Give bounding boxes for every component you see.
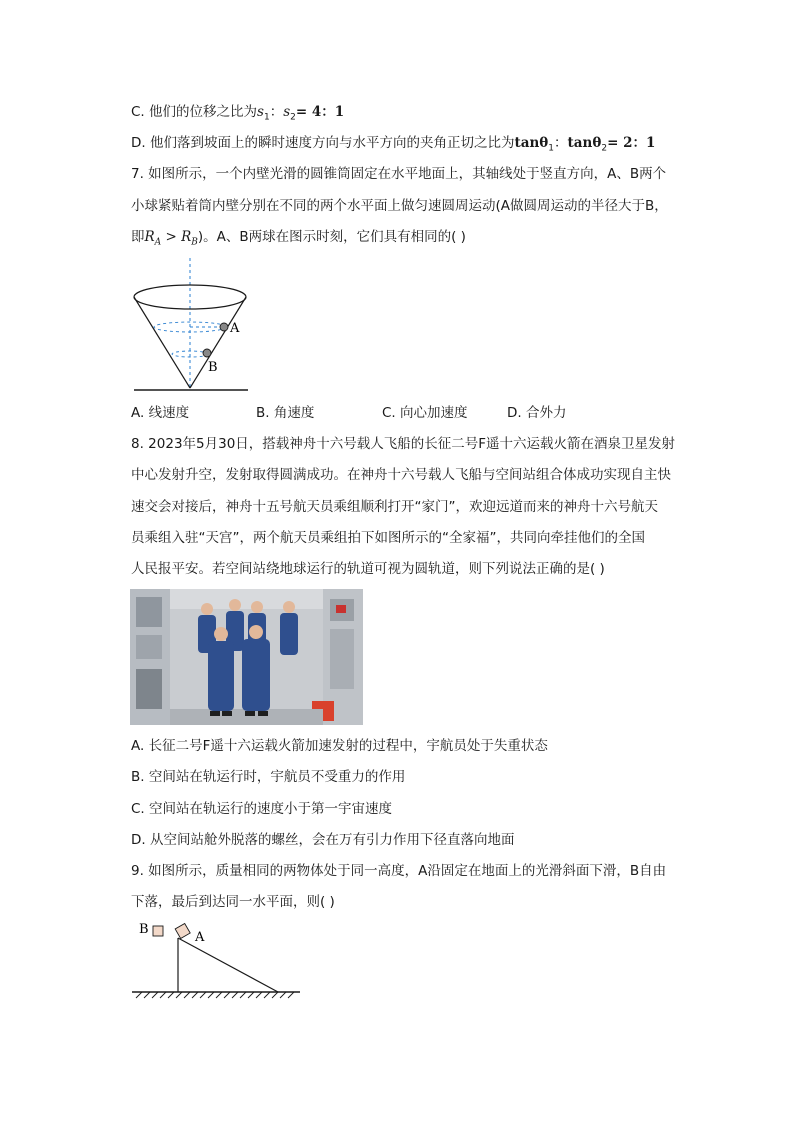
q8-stem-line-3: 速交会对接后，神舟十五号航天员乘组顺利打开“家门”，欢迎远道而来的神舟十六号航天 xyxy=(131,499,658,515)
q6-option-c xyxy=(131,102,344,128)
incline-slope xyxy=(178,938,278,992)
math-tan2: tanθ xyxy=(567,135,602,151)
math-sep: ： xyxy=(269,104,284,120)
incline-figure xyxy=(128,918,308,1002)
math-sub: B xyxy=(191,237,198,248)
math-sub: A xyxy=(154,237,162,248)
q7-option-a[interactable]: A. 线速度 xyxy=(131,405,190,421)
math-sub: 1 xyxy=(263,112,270,123)
q6-option-d xyxy=(131,133,655,159)
q7-option-d[interactable]: D. 合外力 xyxy=(507,405,567,421)
math-r: > R xyxy=(161,229,192,245)
text: 即 xyxy=(131,229,145,245)
q6-option-d-prefix: D. 他们落到坡面上的瞬时速度方向与水平方向的夹角正切之比为 xyxy=(131,135,515,151)
math-tan1: tanθ xyxy=(514,135,549,151)
math-ratio: = 4：1 xyxy=(295,104,345,120)
math-sub: 1 xyxy=(548,143,555,154)
math-ratio: = 2：1 xyxy=(607,135,656,151)
label-a: A xyxy=(195,930,205,945)
q8-stem-line-5: 人民报平安。若空间站绕地球运行的轨道可视为圆轨道，则下列说法正确的是( ) xyxy=(131,561,605,577)
q7-stem-line-3 xyxy=(131,227,466,253)
q7-stem-line-1: 7. 如图所示，一个内壁光滑的圆锥筒固定在水平地面上，其轴线处于竖直方向，A、B两个 xyxy=(131,166,667,182)
q8-option-b[interactable]: B. 空间站在轨运行时，宇航员不受重力的作用 xyxy=(131,769,406,785)
math-r: R xyxy=(144,229,155,245)
cone-figure xyxy=(128,256,253,396)
q7-option-b[interactable]: B. 角速度 xyxy=(256,405,315,421)
cone-side-right xyxy=(190,297,246,388)
q9-stem-line-1: 9. 如图所示，质量相同的两物体处于同一高度，A沿固定在地面上的光滑斜面下滑，B自由 xyxy=(131,863,667,879)
label-a: A xyxy=(230,321,240,336)
q7-options xyxy=(131,403,631,423)
q7-option-c[interactable]: C. 向心加速度 xyxy=(382,405,468,421)
q9-stem-line-2: 下落，最后到达同一水平面，则( ) xyxy=(131,894,335,910)
math-s2: s xyxy=(283,104,291,120)
ball-a xyxy=(220,323,228,331)
q8-stem-line-1: 8. 2023年5月30日，搭载神舟十六号载人飞船的长征二号F遥十六运载火箭在酒泉卫星发射 xyxy=(131,436,676,452)
q6-option-c-prefix: C. 他们的位移之比为 xyxy=(131,104,258,120)
q8-stem-line-2: 中心发射升空，发射取得圆满成功。在神舟十六号载人飞船与空间站组合体成功实现自主快 xyxy=(131,467,671,483)
label-b: B xyxy=(139,922,149,937)
math-sub: 2 xyxy=(601,143,608,154)
text: )。A、B两球在图示时刻，它们具有相同的( ) xyxy=(197,229,466,245)
math-sub: 2 xyxy=(290,112,296,123)
q7-stem-line-2: 小球紧贴着筒内壁分别在不同的两个水平面上做匀速圆周运动(A做圆周运动的半径大于B， xyxy=(131,198,668,214)
block-a xyxy=(175,923,190,938)
math-sep: ： xyxy=(554,135,568,151)
ground-hatching xyxy=(136,992,294,998)
q8-option-c[interactable]: C. 空间站在轨运行的速度小于第一宇宙速度 xyxy=(131,801,393,817)
math-s1: s xyxy=(257,104,264,120)
q8-option-d[interactable]: D. 从空间站舱外脱落的螺丝，会在万有引力作用下径直落向地面 xyxy=(131,832,515,848)
block-b xyxy=(153,926,163,936)
astronaut-group-photo xyxy=(130,589,363,725)
label-b: B xyxy=(208,360,218,375)
q8-option-a[interactable]: A. 长征二号F遥十六运载火箭加速发射的过程中，宇航员处于失重状态 xyxy=(131,738,548,754)
ball-b xyxy=(203,349,211,357)
cone-side-left xyxy=(134,297,190,388)
q8-stem-line-4: 员乘组入驻“天宫”，两个航天员乘组拍下如图所示的“全家福”，共同向牵挂他们的全国 xyxy=(131,530,645,546)
